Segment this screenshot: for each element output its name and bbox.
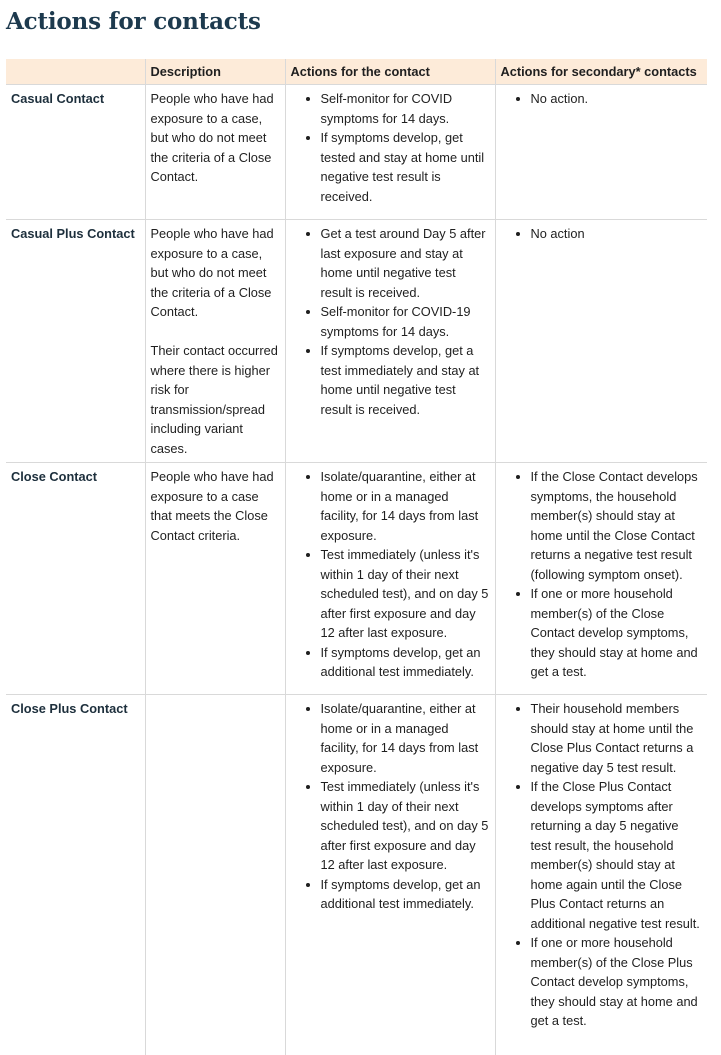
list-item: • No action.: [531, 89, 703, 109]
secondary-actions-cell: [495, 695, 707, 1055]
list-item: • Self-monitor for COVID symptoms for 14 days.: [321, 89, 490, 128]
description-cell: [145, 463, 285, 695]
list-item: • Self-monitor for COVID-19 symptoms for 14 days.: [321, 302, 490, 341]
contact-type-cell: Close Plus Contact: [6, 695, 145, 1055]
actions-list: [291, 89, 490, 206]
description-paragraph: People who have had exposure to a case that meets the Close Contact criteria.: [151, 467, 280, 545]
table-header-row: [6, 59, 707, 85]
page-title: Actions for contacts: [6, 3, 261, 41]
description-paragraph: Their contact occurred where there is higher risk for transmission/spread including variant cases.: [151, 341, 280, 458]
secondary-actions-list: [501, 224, 703, 244]
actions-cell: [285, 695, 495, 1055]
secondary-actions-list: [501, 699, 703, 1031]
description-paragraph: People who have had exposure to a case, but who do not meet the criteria of a Close Contact.: [151, 89, 280, 187]
header-description: Description: [145, 59, 285, 85]
description-cell: [145, 695, 285, 1055]
contact-type-cell: Close Contact: [6, 463, 145, 695]
header-contact-type: [6, 59, 145, 85]
list-item: • If symptoms develop, get an additional test immediately.: [321, 643, 490, 682]
actions-cell: [285, 220, 495, 463]
list-item: • No action: [531, 224, 703, 244]
actions-cell: [285, 85, 495, 220]
list-item: • If the Close Contact develops symptoms, the household member(s) should stay at home until the Close Contact returns a negative test result (following symptom onset).: [531, 467, 703, 584]
secondary-actions-list: [501, 467, 703, 682]
contact-type-cell: Casual Contact: [6, 85, 145, 220]
description-cell: [145, 220, 285, 463]
list-item: • Their household members should stay at home until the Close Plus Contact returns a negative day 5 test result.: [531, 699, 703, 777]
table-row: [6, 695, 707, 1055]
description-cell: [145, 85, 285, 220]
header-actions-contact: Actions for the contact: [285, 59, 495, 85]
actions-list: [291, 224, 490, 419]
list-item: • Test immediately (unless it's within 1 day of their next scheduled test), and on day 5 after first exposure and day 12 after last exposure.: [321, 545, 490, 643]
list-item: • If symptoms develop, get a test immediately and stay at home until negative test result is received.: [321, 341, 490, 419]
contact-type-cell: Casual Plus Contact: [6, 220, 145, 463]
list-item: • If the Close Plus Contact develops symptoms after returning a day 5 negative test result, the household member(s) should stay at home again until the Close Plus Contact returns an additional negative test result.: [531, 777, 703, 933]
secondary-actions-cell: [495, 85, 707, 220]
list-item: • If one or more household member(s) of the Close Plus Contact develop symptoms, they should stay at home and get a test.: [531, 933, 703, 1031]
secondary-actions-cell: [495, 463, 707, 695]
table-row: [6, 463, 707, 695]
header-actions-secondary: Actions for secondary* contacts: [495, 59, 707, 85]
actions-cell: [285, 463, 495, 695]
contacts-actions-table: [6, 59, 707, 1055]
list-item: • Get a test around Day 5 after last exposure and stay at home until negative test result is received.: [321, 224, 490, 302]
list-item: • Isolate/quarantine, either at home or in a managed facility, for 14 days from last exposure.: [321, 699, 490, 777]
description-paragraph: People who have had exposure to a case, but who do not meet the criteria of a Close Contact.: [151, 224, 280, 322]
actions-list: [291, 467, 490, 682]
list-item: • Test immediately (unless it's within 1 day of their next scheduled test), and on day 5 after first exposure and day 12 after last exposure.: [321, 777, 490, 875]
list-item: • If symptoms develop, get tested and stay at home until negative test result is received.: [321, 128, 490, 206]
secondary-actions-list: [501, 89, 703, 109]
actions-list: [291, 699, 490, 914]
list-item: • Isolate/quarantine, either at home or in a managed facility, for 14 days from last exposure.: [321, 467, 490, 545]
table-row: [6, 85, 707, 220]
list-item: • If symptoms develop, get an additional test immediately.: [321, 875, 490, 914]
secondary-actions-cell: [495, 220, 707, 463]
table-row: [6, 220, 707, 463]
list-item: • If one or more household member(s) of the Close Contact develop symptoms, they should stay at home and get a test.: [531, 584, 703, 682]
